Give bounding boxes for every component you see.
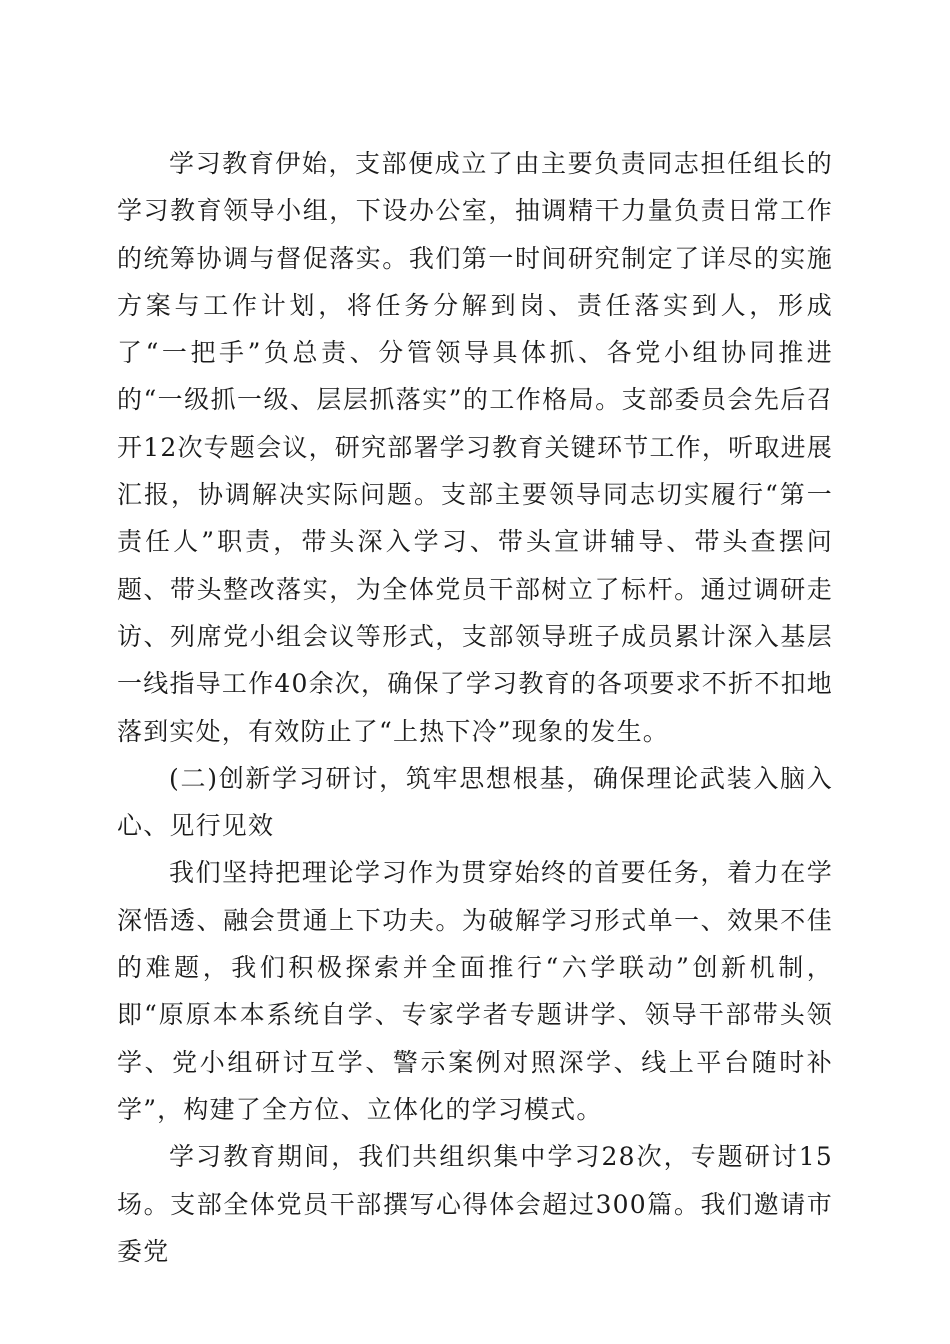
paragraph-study-stats: 学习教育期间，我们共组织集中学习28次，专题研讨15场。支部全体党员干部撰写心得体会超过300篇。我们邀请市委党 <box>117 1142 833 1266</box>
document-page <box>117 140 833 1275</box>
section-heading-2: (二)创新学习研讨，筑牢思想根基，确保理论武装入脑入心、见行见效 <box>117 763 833 841</box>
paragraph-leadership: 学习教育伊始，支部便成立了由主要负责同志担任组长的学习教育领导小组，下设办公室，抽调精干力量负责日常工作的统筹协调与督促落实。我们第一时间研究制定了详尽的实施方案与工作计划，将任务分解到岗、责任落实到人，形成了“一把手”负总责、分管领导具体抓、各党小组协同推进的“一级抓一级、层层抓落实”的工作格局。支部委员会先后召开12次专题会议，研究部署学习教育关键环节工作，听取进展汇报，协调解决实际问题。支部主要领导同志切实履行“第一责任人”职责，带头深入学习、带头宣讲辅导、带头查摆问题、带头整改落实，为全体党员干部树立了标杆。通过调研走访、列席党小组会议等形式，支部领导班子成员累计深入基层一线指导工作40余次，确保了学习教育的各项要求不折不扣地落到实处，有效防止了“上热下冷”现象的发生。 <box>117 149 833 746</box>
paragraph-study-mechanism: 我们坚持把理论学习作为贯穿始终的首要任务，着力在学深悟透、融会贯通上下功夫。为破解学习形式单一、效果不佳的难题，我们积极探索并全面推行“六学联动”创新机制，即“原原本本系统自学、专家学者专题讲学、领导干部带头领学、党小组研讨互学、警示案例对照深学、线上平台随时补学”，构建了全方位、立体化的学习模式。 <box>117 858 833 1124</box>
